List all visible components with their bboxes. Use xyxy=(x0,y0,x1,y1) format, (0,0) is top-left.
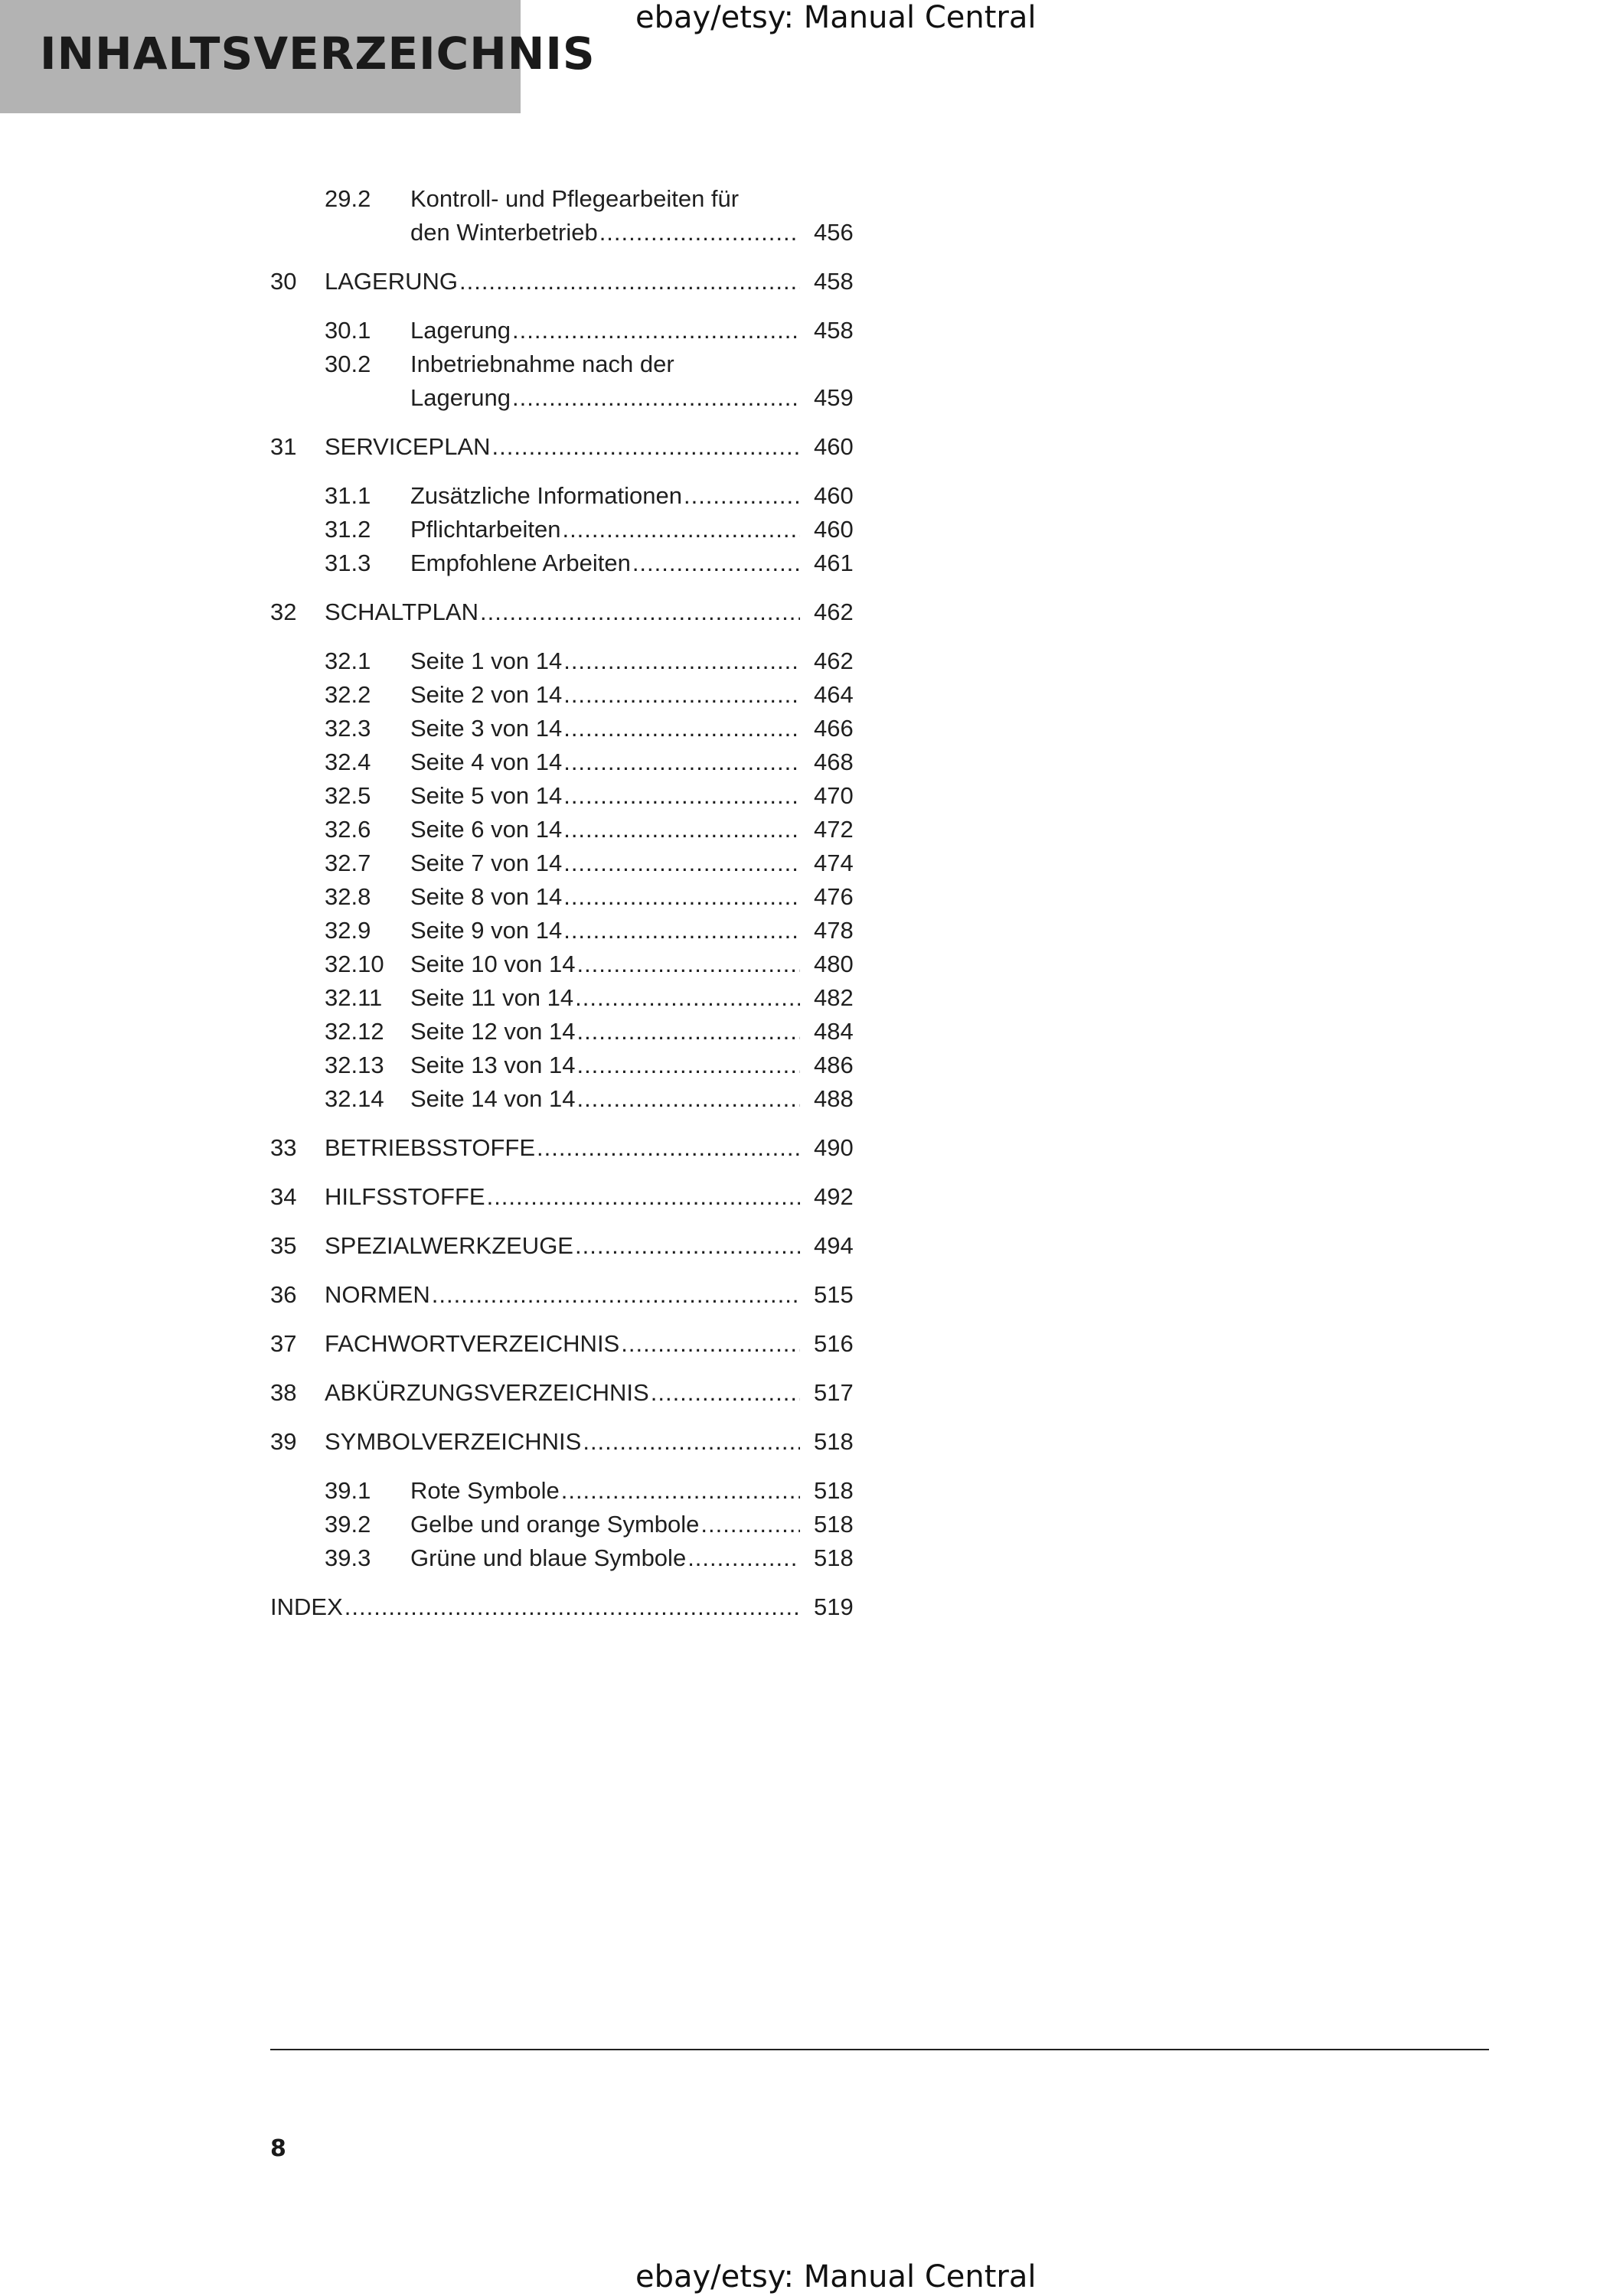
section-title: Seite 13 von 14 xyxy=(410,1052,576,1078)
toc-chapter-31[interactable] xyxy=(270,430,860,464)
toc-entry[interactable] xyxy=(270,914,860,947)
toc-entry[interactable] xyxy=(270,678,860,712)
toc-chapter-37[interactable] xyxy=(270,1327,860,1361)
page-ref: 480 xyxy=(814,951,854,977)
watermark-bottom: ebay/etsy: Manual Central xyxy=(635,2259,1037,2294)
chapter-title: FACHWORTVERZEICHNIS xyxy=(325,1330,620,1357)
toc-entry[interactable] xyxy=(270,779,860,813)
page-ref: 519 xyxy=(814,1593,854,1620)
section-title: Grüne und blaue Symbole xyxy=(410,1544,687,1571)
toc-entry[interactable] xyxy=(270,513,860,546)
toc-entry[interactable] xyxy=(270,1049,860,1082)
toc-entry[interactable] xyxy=(270,813,860,846)
watermark-top: ebay/etsy: Manual Central xyxy=(635,0,1037,35)
toc-entry[interactable] xyxy=(270,546,860,580)
toc-chapter-34[interactable] xyxy=(270,1180,860,1214)
page-ref: 461 xyxy=(814,550,854,576)
chapter-number: 31 xyxy=(270,433,297,460)
page-ref: 492 xyxy=(814,1183,854,1210)
section-number: 32.1 xyxy=(325,647,371,674)
chapter-title: SERVICEPLAN xyxy=(325,433,491,460)
page-ref: 518 xyxy=(814,1428,854,1455)
chapter-number: 35 xyxy=(270,1232,297,1259)
section-number: 31.2 xyxy=(325,516,371,543)
page-ref: 460 xyxy=(814,433,854,460)
toc-entry[interactable] xyxy=(270,712,860,745)
toc-chapter-30[interactable] xyxy=(270,265,860,298)
chapter-number: 32 xyxy=(270,598,297,625)
toc-chapter-36[interactable] xyxy=(270,1278,860,1312)
section-number: 39.3 xyxy=(325,1544,371,1571)
page-ref: 464 xyxy=(814,681,854,708)
section-title: Seite 1 von 14 xyxy=(410,647,563,674)
chapter-title: SPEZIALWERKZEUGE xyxy=(325,1232,573,1259)
header-title-box xyxy=(0,0,596,113)
section-title: Empfohlene Arbeiten xyxy=(410,550,631,576)
page-ref: 494 xyxy=(814,1232,854,1259)
section-number: 39.1 xyxy=(325,1477,371,1504)
section-number: 32.2 xyxy=(325,681,371,708)
toc-group-31 xyxy=(270,479,860,580)
section-number: 32.4 xyxy=(325,748,371,775)
toc-entry[interactable] xyxy=(270,1508,860,1541)
section-number: 31.1 xyxy=(325,482,371,509)
toc-entry[interactable] xyxy=(270,846,860,880)
page-ref: 472 xyxy=(814,816,854,843)
toc-group-32 xyxy=(270,644,860,1116)
section-title: Seite 12 von 14 xyxy=(410,1018,576,1045)
page-ref: 518 xyxy=(814,1544,854,1571)
page-ref: 482 xyxy=(814,984,854,1011)
section-title: Gelbe und orange Symbole xyxy=(410,1511,700,1538)
chapter-number: 34 xyxy=(270,1183,297,1210)
toc-entry-30-2[interactable] xyxy=(270,347,860,381)
toc-entry-30-1[interactable] xyxy=(270,314,860,347)
page-ref: 486 xyxy=(814,1052,854,1078)
chapter-number: 33 xyxy=(270,1134,297,1161)
page-ref: 476 xyxy=(814,883,854,910)
toc-entry-30-2-cont[interactable] xyxy=(270,381,860,415)
page-ref: 462 xyxy=(814,598,854,625)
toc-chapter-33[interactable] xyxy=(270,1131,860,1165)
chapter-title: ABKÜRZUNGSVERZEICHNIS xyxy=(325,1379,649,1406)
section-number: 32.14 xyxy=(325,1085,384,1112)
section-title: Zusätzliche Informationen xyxy=(410,482,682,509)
toc-group-39 xyxy=(270,1474,860,1575)
section-number: 39.2 xyxy=(325,1511,371,1538)
toc-entry[interactable] xyxy=(270,479,860,513)
page-ref: 490 xyxy=(814,1134,854,1161)
chapter-number: 38 xyxy=(270,1379,297,1406)
index-title: INDEX xyxy=(270,1593,343,1620)
toc-entry[interactable] xyxy=(270,1541,860,1575)
section-number: 29.2 xyxy=(325,185,371,212)
section-title: Seite 6 von 14 xyxy=(410,816,563,843)
section-number: 30.1 xyxy=(325,317,371,344)
chapter-number: 30 xyxy=(270,268,297,295)
section-title-cont: Lagerung xyxy=(410,384,511,411)
chapter-title: HILFSSTOFFE xyxy=(325,1183,485,1210)
chapter-title: SCHALTPLAN xyxy=(325,598,478,625)
chapter-number: 37 xyxy=(270,1330,297,1357)
page-ref: 456 xyxy=(814,219,854,246)
section-title: Seite 8 von 14 xyxy=(410,883,563,910)
section-title: Seite 10 von 14 xyxy=(410,951,576,977)
section-title: Rote Symbole xyxy=(410,1477,560,1504)
section-title: Seite 14 von 14 xyxy=(410,1085,576,1112)
page-ref: 458 xyxy=(814,268,854,295)
section-title: Lagerung xyxy=(410,317,511,344)
section-number: 32.5 xyxy=(325,782,371,809)
chapter-title: NORMEN xyxy=(325,1281,430,1308)
page-ref: 516 xyxy=(814,1330,854,1357)
chapter-title: BETRIEBSSTOFFE xyxy=(325,1134,536,1161)
toc-entry[interactable] xyxy=(270,745,860,779)
chapter-number: 39 xyxy=(270,1428,297,1455)
toc-chapter-39[interactable] xyxy=(270,1425,860,1459)
page-ref: 515 xyxy=(814,1281,854,1308)
chapter-title: SYMBOLVERZEICHNIS xyxy=(325,1428,582,1455)
page-ref: 474 xyxy=(814,850,854,876)
toc-entry[interactable] xyxy=(270,947,860,981)
page-ref: 484 xyxy=(814,1018,854,1045)
page-ref: 478 xyxy=(814,917,854,944)
page-number: 8 xyxy=(270,2135,286,2162)
section-number: 32.6 xyxy=(325,816,371,843)
section-title-cont: den Winterbetrieb xyxy=(410,219,598,246)
section-title: Kontroll- und Pflegearbeiten für xyxy=(410,185,740,212)
section-title: Seite 2 von 14 xyxy=(410,681,563,708)
page-ref: 518 xyxy=(814,1477,854,1504)
section-number: 32.11 xyxy=(325,984,383,1011)
section-title: Seite 5 von 14 xyxy=(410,782,563,809)
page-ref: 518 xyxy=(814,1511,854,1538)
section-number: 32.9 xyxy=(325,917,371,944)
section-title: Seite 3 von 14 xyxy=(410,715,563,742)
section-title: Seite 11 von 14 xyxy=(410,984,574,1011)
page-ref: 459 xyxy=(814,384,854,411)
section-title: Seite 9 von 14 xyxy=(410,917,563,944)
toc-entry[interactable] xyxy=(270,1015,860,1049)
page-ref: 470 xyxy=(814,782,854,809)
section-title: Seite 7 von 14 xyxy=(410,850,563,876)
page-ref: 468 xyxy=(814,748,854,775)
footer-divider xyxy=(270,2049,1489,2050)
toc-entry[interactable] xyxy=(270,1082,860,1116)
section-number: 32.3 xyxy=(325,715,371,742)
section-title: Seite 4 von 14 xyxy=(410,748,563,775)
section-number: 30.2 xyxy=(325,351,371,377)
section-number: 32.10 xyxy=(325,951,384,977)
section-number: 32.13 xyxy=(325,1052,384,1078)
toc-entry-29-2-cont[interactable] xyxy=(270,216,860,249)
section-number: 31.3 xyxy=(325,550,371,576)
toc-entry[interactable] xyxy=(270,880,860,914)
toc-index[interactable] xyxy=(270,1590,860,1624)
table-of-contents xyxy=(270,182,860,1624)
section-title: Pflichtarbeiten xyxy=(410,516,561,543)
page-ref: 466 xyxy=(814,715,854,742)
page-ref: 460 xyxy=(814,516,854,543)
toc-entry[interactable] xyxy=(270,981,860,1015)
toc-entry[interactable] xyxy=(270,644,860,678)
chapter-title: LAGERUNG xyxy=(325,268,458,295)
page-ref: 488 xyxy=(814,1085,854,1112)
page-ref: 460 xyxy=(814,482,854,509)
toc-entry-29-2[interactable] xyxy=(270,182,860,216)
toc-chapter-35[interactable] xyxy=(270,1229,860,1263)
toc-chapter-32[interactable] xyxy=(270,595,860,629)
section-number: 32.7 xyxy=(325,850,371,876)
chapter-number: 36 xyxy=(270,1281,297,1308)
section-title: Inbetriebnahme nach der xyxy=(410,351,674,377)
section-number: 32.12 xyxy=(325,1018,384,1045)
page-ref: 462 xyxy=(814,647,854,674)
page-ref: 517 xyxy=(814,1379,854,1406)
page-ref: 458 xyxy=(814,317,854,344)
toc-chapter-38[interactable] xyxy=(270,1376,860,1410)
toc-entry[interactable] xyxy=(270,1474,860,1508)
page-title: INHALTSVERZEICHNIS xyxy=(40,28,596,80)
section-number: 32.8 xyxy=(325,883,371,910)
